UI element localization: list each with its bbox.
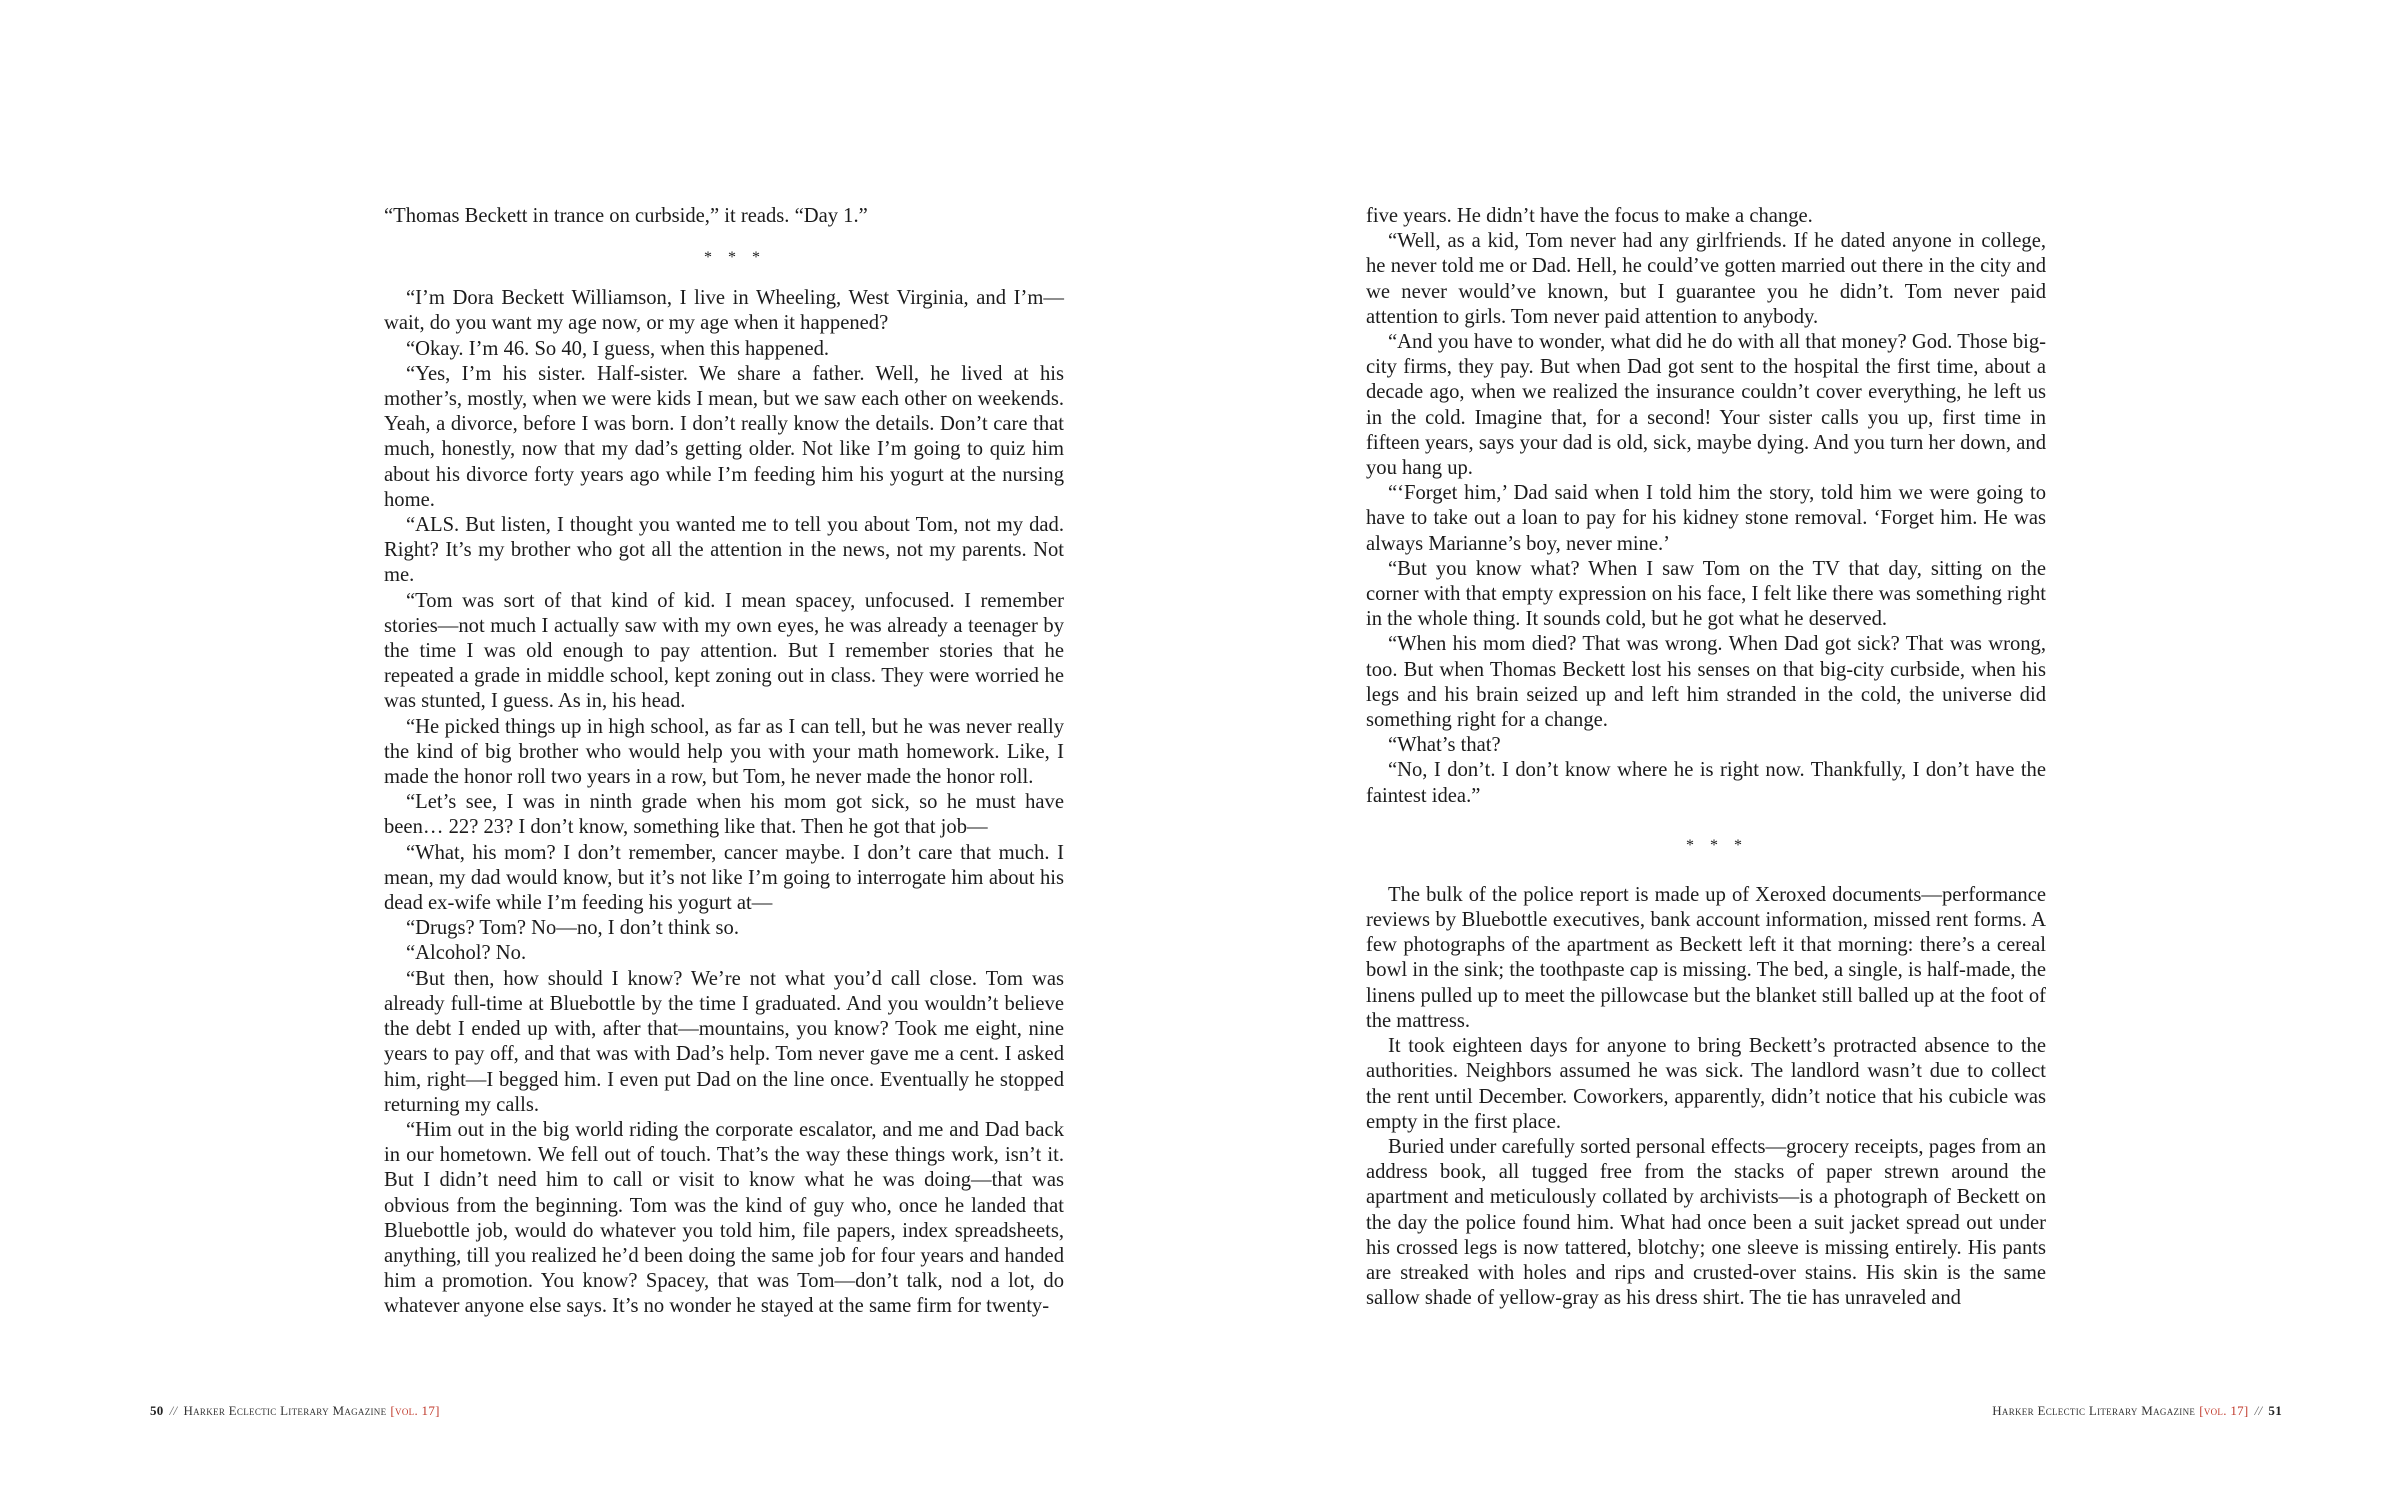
section-separator: * * * (1686, 837, 1748, 855)
page-number: 51 (2268, 1403, 2282, 1418)
right-text-column (1366, 204, 2046, 1311)
paragraph: “Him out in the big world riding the corporate escalator, and me and Dad back in our hometown. We fell out of touch. That’s the way these things work, isn’t it. But I didn’t need him to call or visit to know what he was doing—that was obvious from the beginning. Tom was the kind of guy who, once he landed that Bluebottle job, would do whatever you told him, file papers, index spreadsheets, anything, till you realized he’d been doing the same job for four years and handed him a promotion. You know? Spacey, that was Tom—don’t talk, nod a lot, do whatever anyone else says. It’s no wonder he stayed at the same firm for twenty- (384, 1118, 1064, 1318)
paragraph: “Okay. I’m 46. So 40, I guess, when this happened. (406, 337, 830, 360)
paragraph: “ALS. But listen, I thought you wanted me to tell you about Tom, not my dad. Right? It’s my brother who got all the attention in the news, not my parents. Not me. (384, 514, 1064, 587)
paragraph: “He picked things up in high school, as far as I can tell, but he was never really the kind of big brother who would help you with your math homework. Like, I made the honor roll two years in a row, but Tom, he never made the honor roll. (384, 715, 1064, 789)
right-page (1200, 0, 2400, 1500)
magazine-title: Harker Eclectic Literary Magazine (1992, 1403, 2196, 1418)
page-number: 50 (150, 1403, 164, 1418)
paragraph: “What, his mom? I don’t remember, cancer maybe. I don’t care that much. I mean, my dad would know, but it’s not like I’m going to interrogate him about his dead ex-wife while I’m feeding his yogurt at— (384, 841, 1064, 915)
paragraph: “I’m Dora Beckett Williamson, I live in Wheeling, West Virginia, and I’m—wait, do you want my age now, or my age when it happened? (384, 287, 1064, 335)
volume-label: [vol. 17] (2199, 1403, 2249, 1418)
paragraph: “But then, how should I know? We’re not what you’d call close. Tom was already full-time at Bluebottle by the time I graduated. And you wouldn’t believe the debt I ended up with, after that—mountains, you know? Took me eight, nine years to pay off, and that was with Dad’s help. Tom never gave me a cent. I asked him, right—I begged him. I even put Dad on the line once. Eventually he stopped returning my calls. (384, 967, 1064, 1116)
paragraph: “What’s that? (1388, 734, 1501, 757)
page-footer (1992, 1403, 2282, 1419)
opening-line: “Thomas Beckett in trance on curbside,” it reads. “Day 1.” (384, 205, 868, 227)
paragraph: “Tom was sort of that kind of kid. I mean spacey, unfocused. I remember stories—not much I actually saw with my own eyes, he was already a teenager by the time I was old enough to pay attention. But I remember stories that he repeated a grade in middle school, kept zoning out in class. They were worried he was stunted, I guess. As in, his head. (384, 589, 1064, 713)
paragraph: “No, I don’t. I don’t know where he is right now. Thankfully, I don’t have the faintest idea.” (1366, 759, 2046, 807)
footer-divider: // (2254, 1403, 2263, 1418)
paragraph: “Alcohol? No. (406, 942, 527, 965)
continued-line: five years. He didn’t have the focus to make a change. (1366, 205, 1813, 227)
magazine-title: Harker Eclectic Literary Magazine (183, 1403, 387, 1418)
paragraph: The bulk of the police report is made up of Xeroxed documents—performance reviews by Bluebottle executives, bank account information, missed rent forms. A few photographs of the apartment as Beckett left it that morning: there’s a cereal bowl in the sink; the toothpaste cap is missing. The bed, a single, is half-made, the linens pulled up to meet the pillowcase but the blanket still balled up at the foot of the mattress. (1366, 883, 2046, 1032)
page-footer (150, 1403, 440, 1419)
section-separator: * * * (704, 249, 766, 267)
paragraph: “Yes, I’m his sister. Half-sister. We share a father. Well, he lived at his mother’s, mostly, when we were kids I mean, but we saw each other on weekends. Yeah, a divorce, before I was born. I don’t really know the details. Don’t care that much, honestly, now that my dad’s getting older. Not like I’m going to quiz him about his divorce forty years ago while I’m feeding him his yogurt at the nursing home. (384, 362, 1064, 511)
volume-label: [vol. 17] (390, 1403, 440, 1418)
paragraph: “And you have to wonder, what did he do with all that money? God. Those big-city firms, they pay. But when Dad got sent to the hospital the first time, about a decade ago, when we realized the insurance couldn’t cover everything, he left us in the cold. Imagine that, for a second! Your sister calls you up, first time in fifteen years, says your dad is old, sick, maybe dying. And you turn her down, and you hang up. (1366, 331, 2046, 480)
paragraph: “Drugs? Tom? No—no, I don’t think so. (406, 917, 739, 940)
footer-divider: // (169, 1403, 178, 1418)
paragraph: Buried under carefully sorted personal effects—grocery receipts, pages from an address book, all tugged free from the stacks of paper strewn around the apartment and meticulously collated by archivists—is a photograph of Beckett on the day the police found him. What had once been a suit jacket spread out under his crossed legs is now tattered, blotchy; one sleeve is missing entirely. His pants are streaked with holes and rips and crusted-over stains. His skin is the same sallow shade of yellow-gray as his dress shirt. The tie has unraveled and (1366, 1135, 2046, 1310)
left-text-column (384, 204, 1064, 1320)
paragraph: “‘Forget him,’ Dad said when I told him the story, told him we were going to have to take out a loan to pay for his kidney stone removal. ‘Forget him. He was always Marianne’s boy, never mine.’ (1366, 482, 2046, 555)
paragraph: “Let’s see, I was in ninth grade when his mom got sick, so he must have been… 22? 23? I don’t know, something like that. Then he got that job— (384, 791, 1064, 839)
paragraph: It took eighteen days for anyone to bring Beckett’s protracted absence to the authorities. Neighbors assumed he was sick. The landlord wasn’t due to collect the rent until December. Coworkers, apparently, didn’t notice that his cubicle was empty in the first place. (1366, 1035, 2046, 1133)
paragraph: “When his mom died? That was wrong. When Dad got sick? That was wrong, too. But when Thomas Beckett lost his senses on that big-city curbside, when his legs and his brain seized up and left him stranded in the cold, the universe did something right for a change. (1366, 633, 2046, 732)
paragraph: “Well, as a kid, Tom never had any girlfriends. If he dated anyone in college, he never told me or Dad. Hell, he could’ve gotten married out there in the city and we never would’ve known, but I guarantee you he didn’t. Tom never paid attention to girls. Tom never paid attention to anybody. (1366, 230, 2046, 328)
paragraph: “But you know what? When I saw Tom on the TV that day, sitting on the corner with that empty expression on his face, I felt like there was something right in the whole thing. It sounds cold, but he got what he deserved. (1366, 557, 2046, 631)
